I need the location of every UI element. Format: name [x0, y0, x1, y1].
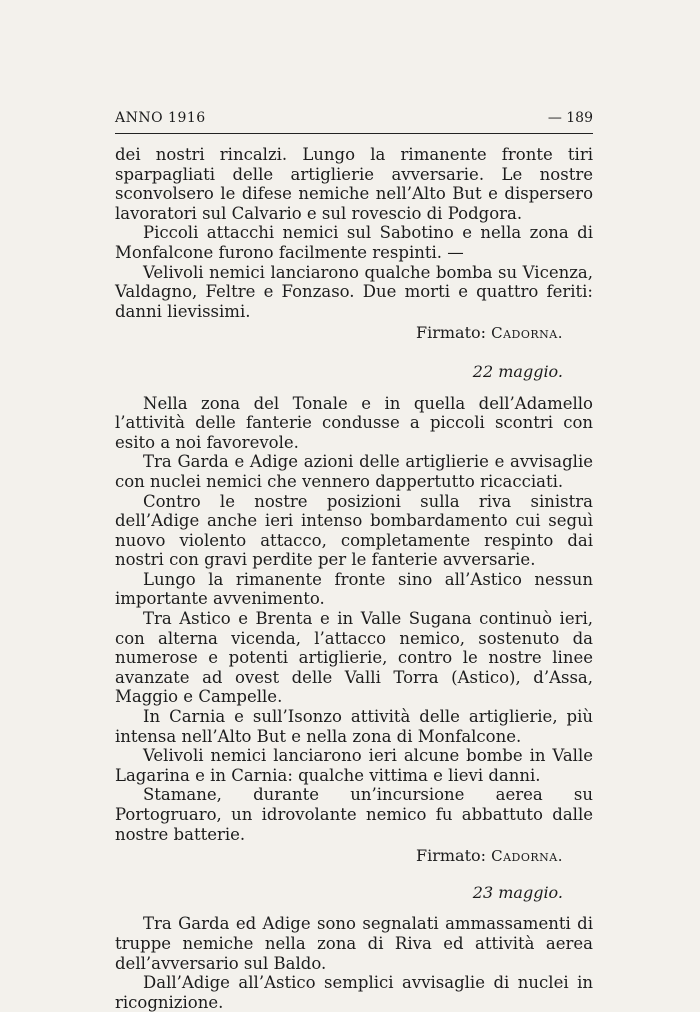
header-rule: [115, 133, 593, 134]
paragraph: Dall’Adige all’Astico semplici avvisaglie di nuclei in ricognizione.: [115, 973, 593, 1012]
date-heading: 22 maggio.: [472, 361, 563, 381]
signature-label: Firmato:: [415, 323, 487, 343]
date-heading: 23 maggio.: [472, 882, 563, 902]
paragraph: Tra Garda ed Adige sono segnalati ammassamenti di truppe nemiche nella zona di Riva ed attività aerea dell’avversario sul Baldo.: [115, 914, 593, 973]
paragraph: In Carnia e sull’Isonzo attività delle artiglierie, più intensa nell’Alto But e nella zona di Monfalcone.: [115, 707, 593, 746]
signature-name: Cadorna.: [491, 847, 563, 866]
page-number: — 189: [547, 110, 593, 126]
paragraph: Lungo la rimanente fronte sino all’Astico nessun importante avvenimento.: [115, 569, 593, 609]
paragraph: Contro le nostre posizioni sulla riva sinistra dell’Adige anche ieri intenso bombardamento cui seguì nuovo violento attacco, completamente respinto dai nostri con gravi perdite per le fanterie avversarie.: [115, 491, 593, 570]
signature: [115, 323, 563, 344]
paragraph: Stamane, durante un’incursione aerea su Portogruaro, un idrovolante nemico fu abbattuto dalle nostre batterie.: [115, 785, 593, 844]
paragraph: Velivoli nemici lanciarono qualche bomba su Vicenza, Valdagno, Feltre e Fonzaso. Due morti e quattro feriti: danni lievissimi.: [115, 262, 593, 321]
signature-name: Cadorna.: [491, 324, 563, 343]
running-head: ANNO 1916: [115, 110, 206, 126]
paragraph: Nella zona del Tonale e in quella dell’Adamello l’attività delle fanterie condusse a piccoli scontri con esito a noi favorevole.: [115, 393, 593, 452]
signature: [115, 846, 563, 867]
paragraph: Velivoli nemici lanciarono ieri alcune bombe in Valle Lagarina e in Carnia: qualche vittima e lievi danni.: [115, 746, 593, 785]
paragraph: dei nostri rincalzi. Lungo la rimanente fronte tiri sparpagliati delle artiglierie avversarie. Le nostre sconvolsero le difese nemiche nell’Alto But e dispersero lavoratori sul Calvario e sul rovescio di Podgora.: [115, 145, 593, 223]
paragraph: Tra Astico e Brenta e in Valle Sugana continuò ieri, con alterna vicenda, l’attacco nemico, sostenuto da numerose e potenti artiglierie, contro le nostre linee avanzate ad ovest delle Valli Torra (Astico), d’Assa, Maggio e Campelle.: [115, 609, 593, 707]
signature-label: Firmato:: [415, 846, 487, 866]
paragraph: Piccoli attacchi nemici sul Sabotino e nella zona di Monfalcone furono facilmente respinti. —: [115, 223, 593, 262]
page-body: [115, 145, 593, 1012]
paragraph: Tra Garda e Adige azioni delle artiglierie e avvisaglie con nuclei nemici che vennero dappertutto ricacciati.: [115, 452, 593, 491]
page-header: [115, 110, 593, 134]
